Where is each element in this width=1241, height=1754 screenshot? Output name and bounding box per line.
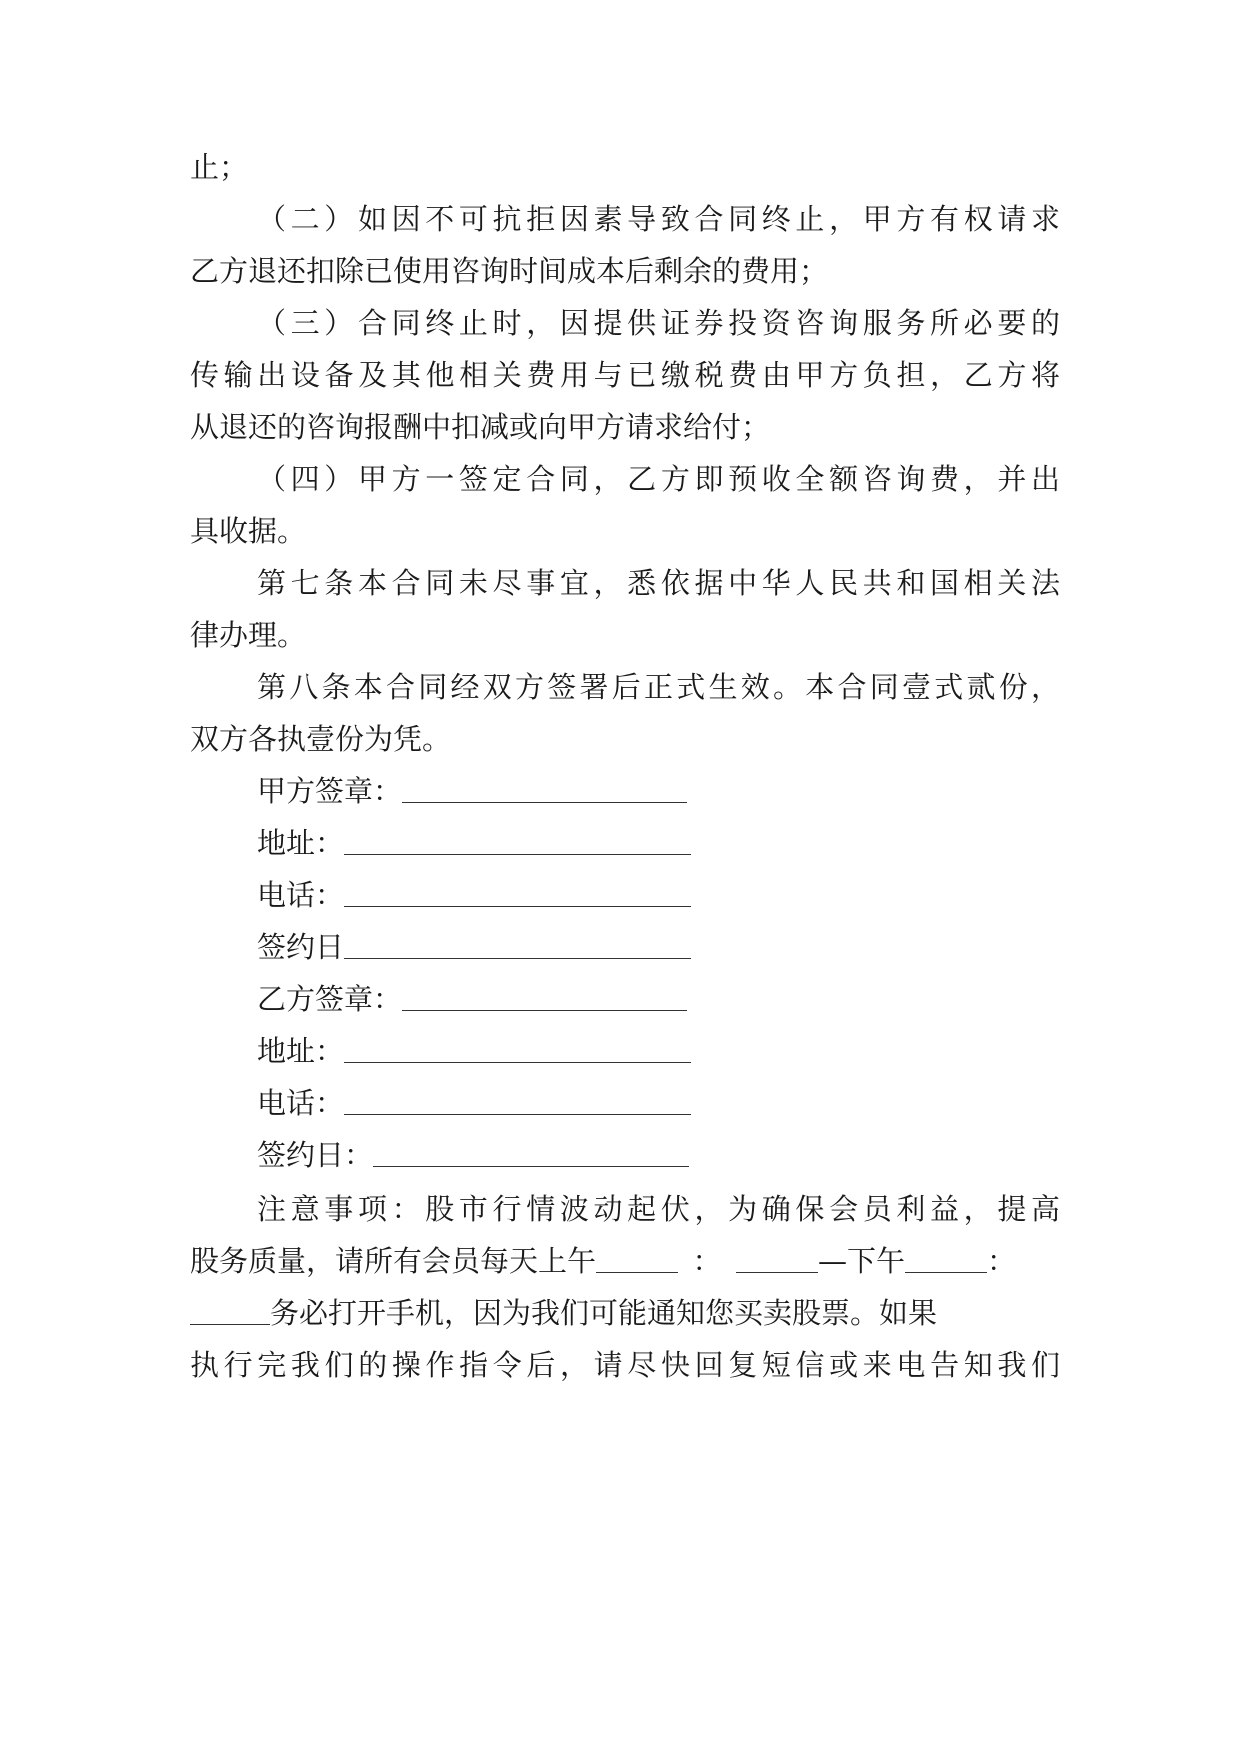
body-line-8: 具收据。 (190, 514, 307, 548)
notice-colon: ： (987, 1244, 1017, 1278)
notice-line-4: 执行完我们的操作指令后，请尽快回复短信或来电告知我们 (190, 1348, 1060, 1382)
notice-line-2 (190, 1232, 1060, 1290)
body-line-11: 第八条本合同经双方签署后正式生效。本合同壹式贰份， (257, 670, 1060, 704)
body-line-10: 律办理。 (190, 618, 307, 652)
time-blank (190, 1306, 270, 1325)
signature-party-a-phone (257, 866, 1060, 924)
body-line-1: 止； (190, 150, 249, 184)
notice-colon: ： (692, 1244, 722, 1278)
signature-label: 地址： (257, 826, 345, 860)
signature-party-a-address (257, 814, 1060, 872)
signature-party-b-phone (257, 1074, 1060, 1132)
signature-blank (344, 940, 691, 959)
signature-blank (344, 888, 691, 907)
signature-blank (402, 992, 687, 1011)
signature-party-b-seal (257, 970, 1060, 1028)
signature-label: 签约日 (257, 930, 345, 964)
notice-line-3 (190, 1284, 1060, 1342)
signature-blank (344, 836, 691, 855)
body-line-9: 第七条本合同未尽事宜，悉依据中华人民共和国相关法 (257, 566, 1060, 600)
body-line-7: （四）甲方一签定合同，乙方即预收全额咨询费，并出 (257, 462, 1060, 496)
signature-party-b-address (257, 1022, 1060, 1080)
signature-label: 乙方签章： (257, 982, 403, 1016)
time-blank (905, 1254, 987, 1273)
body-line-4: （三）合同终止时，因提供证券投资咨询服务所必要的 (257, 306, 1060, 340)
signature-party-b-date (257, 1126, 1060, 1184)
signature-party-a-seal (257, 762, 1060, 820)
time-blank (596, 1254, 678, 1273)
notice-text: —下午 (818, 1244, 906, 1278)
signature-party-a-date (257, 918, 1060, 976)
signature-blank (344, 1096, 691, 1115)
body-line-6: 从退还的咨询报酬中扣减或向甲方请求给付； (190, 410, 771, 444)
body-line-12: 双方各执壹份为凭。 (190, 722, 452, 756)
signature-label: 甲方签章： (257, 774, 403, 808)
body-line-3: 乙方退还扣除已使用咨询时间成本后剩余的费用； (190, 254, 829, 288)
time-blank (736, 1254, 818, 1273)
body-line-5: 传输出设备及其他相关费用与已缴税费由甲方负担，乙方将 (190, 358, 1060, 392)
signature-label: 签约日： (257, 1138, 374, 1172)
signature-blank (344, 1044, 691, 1063)
notice-line-1: 注意事项：股市行情波动起伏，为确保会员利益，提高 (257, 1192, 1060, 1226)
notice-text: 务必打开手机，因为我们可能通知您买卖股票。如果 (270, 1296, 938, 1330)
body-line-2: （二）如因不可抗拒因素导致合同终止，甲方有权请求 (257, 202, 1060, 236)
notice-text: 股务质量，请所有会员每天上午 (190, 1244, 597, 1278)
signature-label: 电话： (257, 878, 345, 912)
signature-label: 地址： (257, 1034, 345, 1068)
signature-label: 电话： (257, 1086, 345, 1120)
signature-blank (373, 1148, 689, 1167)
signature-blank (402, 784, 687, 803)
